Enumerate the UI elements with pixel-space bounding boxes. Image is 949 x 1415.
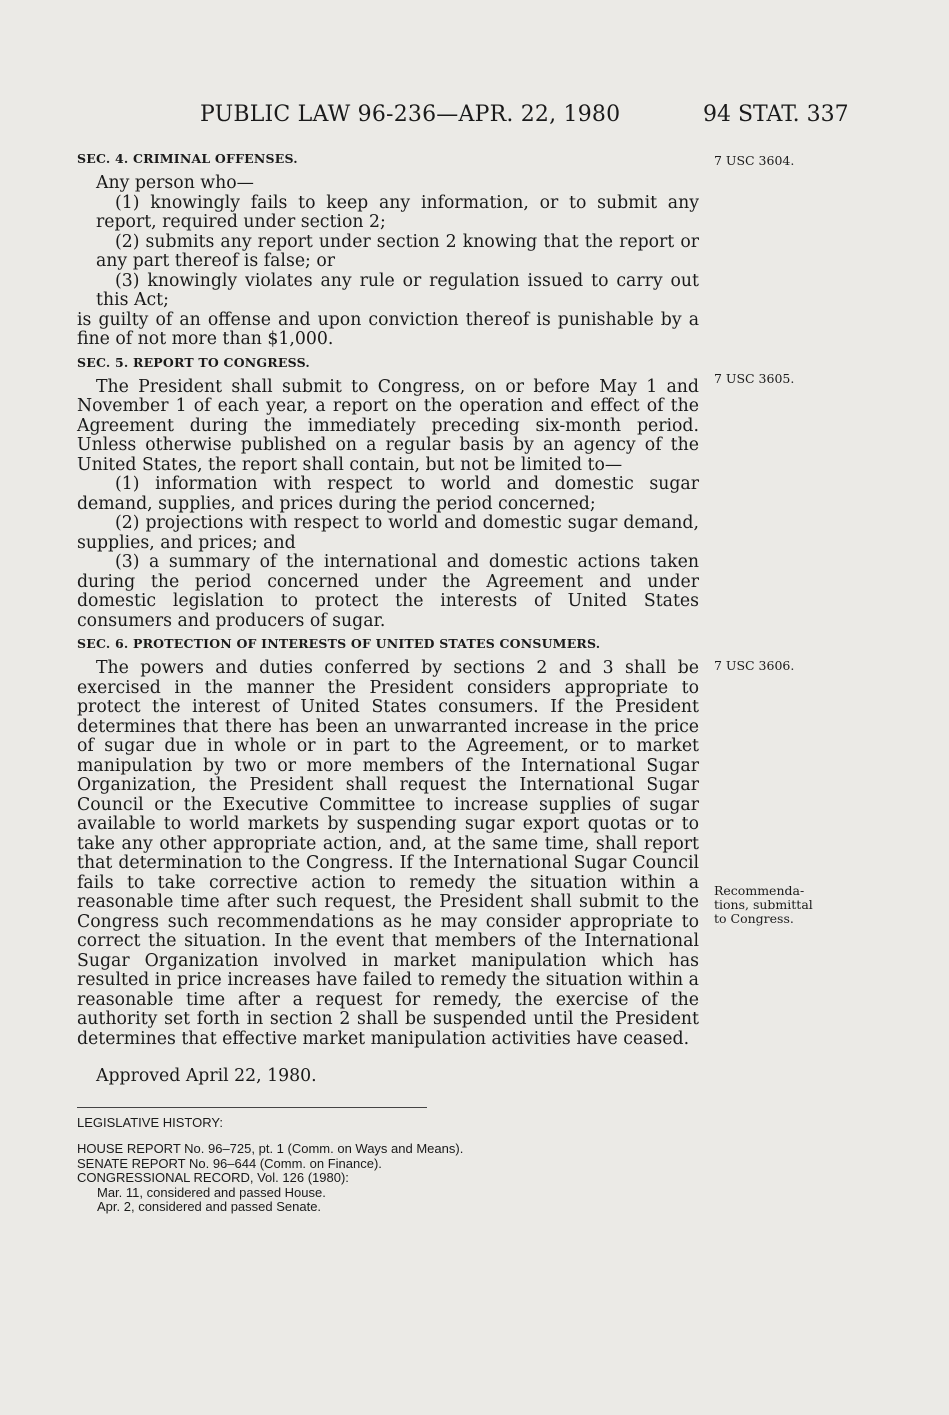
section-paragraph: The powers and duties conferred by sections 2 and 3 shall be exercised in the manner the President considers appropriate to protect the interest of United States consumers. If the President determines that there has been an unwarranted increase in the price of sugar due in whole or in part to the Agreement, or to market manipulation by two or more members of the International Sugar Organization, the President shall request the International Sugar Council or the Executive Committee to increase supplies of sugar available to world markets by suspending sugar export quotas or to take any other appropriate action, and, at the same time, shall report that determination to the Congress. If the International Sugar Council fails to take corrective action to remedy the situation within a reasonable time after such request, the President shall submit to the Congress such recommendations as he may consider appropriate to correct the situation. In the event that members of the International Sugar Organization involved in market manipulation which has resulted in price increases have failed to remedy the situation within a reasonable time after a request for remedy, the exercise of the authority set forth in section 2 shall be suspended until the President determines that effective market manipulation activities have ceased. xyxy=(77,658,699,1049)
page-header xyxy=(0,100,949,134)
margin-note-sec5: 7 USC 3605. xyxy=(714,371,795,386)
margin-note-sec4: 7 USC 3604. xyxy=(714,153,795,168)
history-title: LEGISLATIVE HISTORY: xyxy=(77,1114,223,1130)
legislative-history xyxy=(77,1116,699,1215)
list-item: (3) knowingly violates any rule or regulation issued to carry out this Act; xyxy=(96,270,699,310)
margin-note-line: to Congress. xyxy=(714,911,794,926)
list-item: (2) projections with respect to world and domestic sugar demand, supplies, and prices; and xyxy=(77,513,699,553)
list-item: (2) submits any report under section 2 knowing that the report or any part thereof is false; or xyxy=(96,231,699,271)
history-line: Apr. 2, considered and passed Senate. xyxy=(97,1199,322,1214)
history-line: CONGRESSIONAL RECORD, Vol. 126 (1980): xyxy=(77,1170,349,1185)
section-5 xyxy=(77,356,699,632)
list-item: (3) a summary of the international and domestic actions taken during the period concerned under the Agreement and under domestic legislation to protect the interests of United States consumers and producers of sugar. xyxy=(77,552,699,631)
margin-note-line: Recommenda- xyxy=(714,883,805,898)
section-4 xyxy=(77,152,699,350)
section-6 xyxy=(77,637,699,1049)
margin-note-line: tions, submittal xyxy=(714,897,813,912)
section-closing: is guilty of an offense and upon conviction thereof is punishable by a fine of not more than $1,000. xyxy=(77,309,699,349)
statute-citation: 94 STAT. 337 xyxy=(703,102,849,127)
divider xyxy=(77,1107,427,1108)
section-paragraph: The President shall submit to Congress, on or before May 1 and November 1 of each year, a report on the operation and effect of the Agreement during the immediately preceding six-month period. Unless otherwise published on a regular basis by an agency of the United States, the report shall contain, but not be limited to— xyxy=(77,376,699,475)
list-item: (1) knowingly fails to keep any information, or to submit any report, required under section 2; xyxy=(96,192,699,232)
section-heading: SEC. 4. CRIMINAL OFFENSES. xyxy=(77,151,298,166)
section-intro: Any person who— xyxy=(96,173,254,193)
history-line: HOUSE REPORT No. 96–725, pt. 1 (Comm. on Ways and Means). xyxy=(77,1141,464,1156)
section-heading: SEC. 5. REPORT TO CONGRESS. xyxy=(77,354,310,370)
section-heading: SEC. 6. PROTECTION OF INTERESTS OF UNITED STATES CONSUMERS. xyxy=(77,636,601,651)
running-title: PUBLIC LAW 96-236—APR. 22, 1980 xyxy=(200,102,621,127)
history-line: Mar. 11, considered and passed House. xyxy=(97,1184,326,1200)
margin-note-sec6: 7 USC 3606. xyxy=(714,658,795,673)
main-text xyxy=(77,152,699,1215)
list-item: (1) information with respect to world and domestic sugar demand, supplies, and prices during the period concerned; xyxy=(77,474,699,514)
margin-note-recommendations xyxy=(714,884,813,926)
history-line: SENATE REPORT No. 96–644 (Comm. on Finance). xyxy=(77,1155,382,1171)
approval-date: Approved April 22, 1980. xyxy=(96,1066,317,1086)
